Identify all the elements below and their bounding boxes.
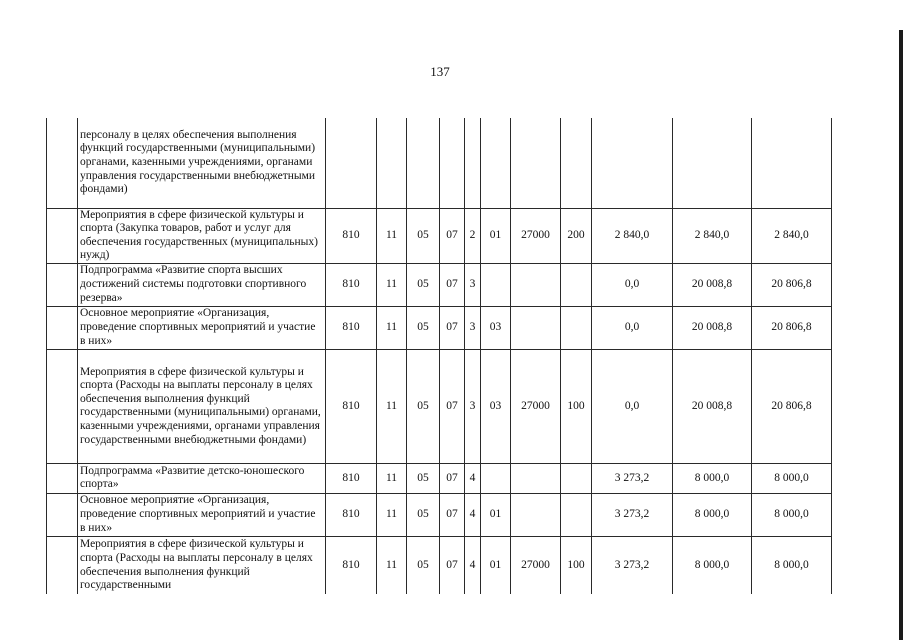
event-code-cell [481, 118, 511, 208]
section-code-cell: 11 [377, 349, 407, 463]
blank-cell [47, 306, 78, 349]
amount-year-2-cell: 2 840,0 [673, 208, 752, 263]
table-row [47, 536, 832, 594]
section-code-cell: 11 [377, 208, 407, 263]
subsection-code-cell: 05 [407, 263, 440, 306]
admin-code-cell [326, 118, 377, 208]
description-cell: Подпрограмма «Развитие детско-юношеского спорта» [78, 463, 326, 493]
event-code-cell: 01 [481, 536, 511, 594]
admin-code-cell: 810 [326, 536, 377, 594]
program-code-cell: 07 [440, 306, 465, 349]
event-code-cell [481, 463, 511, 493]
scan-edge-shadow [899, 30, 903, 640]
amount-year-1-cell: 0,0 [592, 306, 673, 349]
table-row [47, 463, 832, 493]
direction-code-cell: 27000 [511, 536, 561, 594]
expense-type-code-cell [561, 263, 592, 306]
direction-code-cell [511, 263, 561, 306]
expense-type-code-cell: 100 [561, 349, 592, 463]
event-code-cell [481, 263, 511, 306]
expense-type-code-cell [561, 306, 592, 349]
event-code-cell: 03 [481, 349, 511, 463]
table-row [47, 208, 832, 263]
description-cell: Подпрограмма «Развитие спорта высших достижений системы подготовки спортивного резерва» [78, 263, 326, 306]
table-row [47, 493, 832, 536]
event-code-cell: 03 [481, 306, 511, 349]
expense-type-code-cell: 100 [561, 536, 592, 594]
subsection-code-cell: 05 [407, 463, 440, 493]
amount-year-2-cell: 8 000,0 [673, 463, 752, 493]
subprogram-code-cell: 4 [465, 463, 481, 493]
program-code-cell [440, 118, 465, 208]
section-code-cell: 11 [377, 536, 407, 594]
admin-code-cell: 810 [326, 306, 377, 349]
blank-cell [47, 208, 78, 263]
table-row [47, 263, 832, 306]
subprogram-code-cell: 3 [465, 263, 481, 306]
amount-year-1-cell: 3 273,2 [592, 536, 673, 594]
subprogram-code-cell: 3 [465, 306, 481, 349]
program-code-cell: 07 [440, 493, 465, 536]
amount-year-1-cell: 0,0 [592, 349, 673, 463]
direction-code-cell [511, 463, 561, 493]
amount-year-3-cell: 8 000,0 [752, 493, 832, 536]
direction-code-cell: 27000 [511, 349, 561, 463]
program-code-cell: 07 [440, 463, 465, 493]
amount-year-3-cell: 2 840,0 [752, 208, 832, 263]
event-code-cell: 01 [481, 493, 511, 536]
description-cell: Основное мероприятие «Организация, проведение спортивных мероприятий и участие в них» [78, 306, 326, 349]
amount-year-1-cell: 3 273,2 [592, 493, 673, 536]
description-cell: Мероприятия в сфере физической культуры и спорта (Расходы на выплаты персоналу в целях обеспечения выполнения функций государственными [78, 536, 326, 594]
page-number: 137 [430, 64, 450, 79]
blank-cell [47, 263, 78, 306]
amount-year-2-cell: 8 000,0 [673, 493, 752, 536]
program-code-cell: 07 [440, 349, 465, 463]
amount-year-2-cell: 20 008,8 [673, 263, 752, 306]
amount-year-1-cell: 0,0 [592, 263, 673, 306]
description-cell: Мероприятия в сфере физической культуры и спорта (Закупка товаров, работ и услуг для обеспечения государственных (муниципальных) нужд) [78, 208, 326, 263]
amount-year-3-cell: 8 000,0 [752, 536, 832, 594]
table-row [47, 306, 832, 349]
blank-cell [47, 536, 78, 594]
admin-code-cell: 810 [326, 493, 377, 536]
budget-table [46, 118, 832, 594]
amount-year-3-cell: 20 806,8 [752, 263, 832, 306]
subprogram-code-cell: 4 [465, 536, 481, 594]
amount-year-2-cell: 20 008,8 [673, 349, 752, 463]
amount-year-2-cell: 20 008,8 [673, 306, 752, 349]
direction-code-cell [511, 118, 561, 208]
amount-year-1-cell [592, 118, 673, 208]
amount-year-2-cell [673, 118, 752, 208]
direction-code-cell [511, 306, 561, 349]
description-cell: Мероприятия в сфере физической культуры и спорта (Расходы на выплаты персоналу в целях обеспечения выполнения функций государственными (муниципальными) органами, казенными учреждениями, органами управления государственными внебюджетными фондами) [78, 349, 326, 463]
admin-code-cell: 810 [326, 349, 377, 463]
admin-code-cell: 810 [326, 463, 377, 493]
amount-year-2-cell: 8 000,0 [673, 536, 752, 594]
amount-year-1-cell: 3 273,2 [592, 463, 673, 493]
amount-year-3-cell: 8 000,0 [752, 463, 832, 493]
expense-type-code-cell [561, 493, 592, 536]
expense-type-code-cell [561, 463, 592, 493]
section-code-cell [377, 118, 407, 208]
subsection-code-cell [407, 118, 440, 208]
expense-type-code-cell: 200 [561, 208, 592, 263]
subprogram-code-cell: 3 [465, 349, 481, 463]
admin-code-cell: 810 [326, 208, 377, 263]
table-body [47, 118, 832, 594]
blank-cell [47, 349, 78, 463]
subsection-code-cell: 05 [407, 349, 440, 463]
table-row [47, 349, 832, 463]
program-code-cell: 07 [440, 263, 465, 306]
amount-year-1-cell: 2 840,0 [592, 208, 673, 263]
admin-code-cell: 810 [326, 263, 377, 306]
event-code-cell: 01 [481, 208, 511, 263]
amount-year-3-cell: 20 806,8 [752, 306, 832, 349]
direction-code-cell: 27000 [511, 208, 561, 263]
section-code-cell: 11 [377, 263, 407, 306]
subsection-code-cell: 05 [407, 306, 440, 349]
direction-code-cell [511, 493, 561, 536]
subsection-code-cell: 05 [407, 493, 440, 536]
blank-cell [47, 463, 78, 493]
blank-cell [47, 118, 78, 208]
table-row [47, 118, 832, 208]
amount-year-3-cell [752, 118, 832, 208]
section-code-cell: 11 [377, 306, 407, 349]
description-cell: Основное мероприятие «Организация, проведение спортивных мероприятий и участие в них» [78, 493, 326, 536]
amount-year-3-cell: 20 806,8 [752, 349, 832, 463]
section-code-cell: 11 [377, 463, 407, 493]
expense-type-code-cell [561, 118, 592, 208]
program-code-cell: 07 [440, 536, 465, 594]
subsection-code-cell: 05 [407, 536, 440, 594]
subprogram-code-cell [465, 118, 481, 208]
description-cell: персоналу в целях обеспечения выполнения функций государственными (муниципальными) органами, казенными учреждениями, органами управления государственными внебюджетными фондами) [78, 118, 326, 208]
subprogram-code-cell: 4 [465, 493, 481, 536]
section-code-cell: 11 [377, 493, 407, 536]
program-code-cell: 07 [440, 208, 465, 263]
subprogram-code-cell: 2 [465, 208, 481, 263]
blank-cell [47, 493, 78, 536]
subsection-code-cell: 05 [407, 208, 440, 263]
